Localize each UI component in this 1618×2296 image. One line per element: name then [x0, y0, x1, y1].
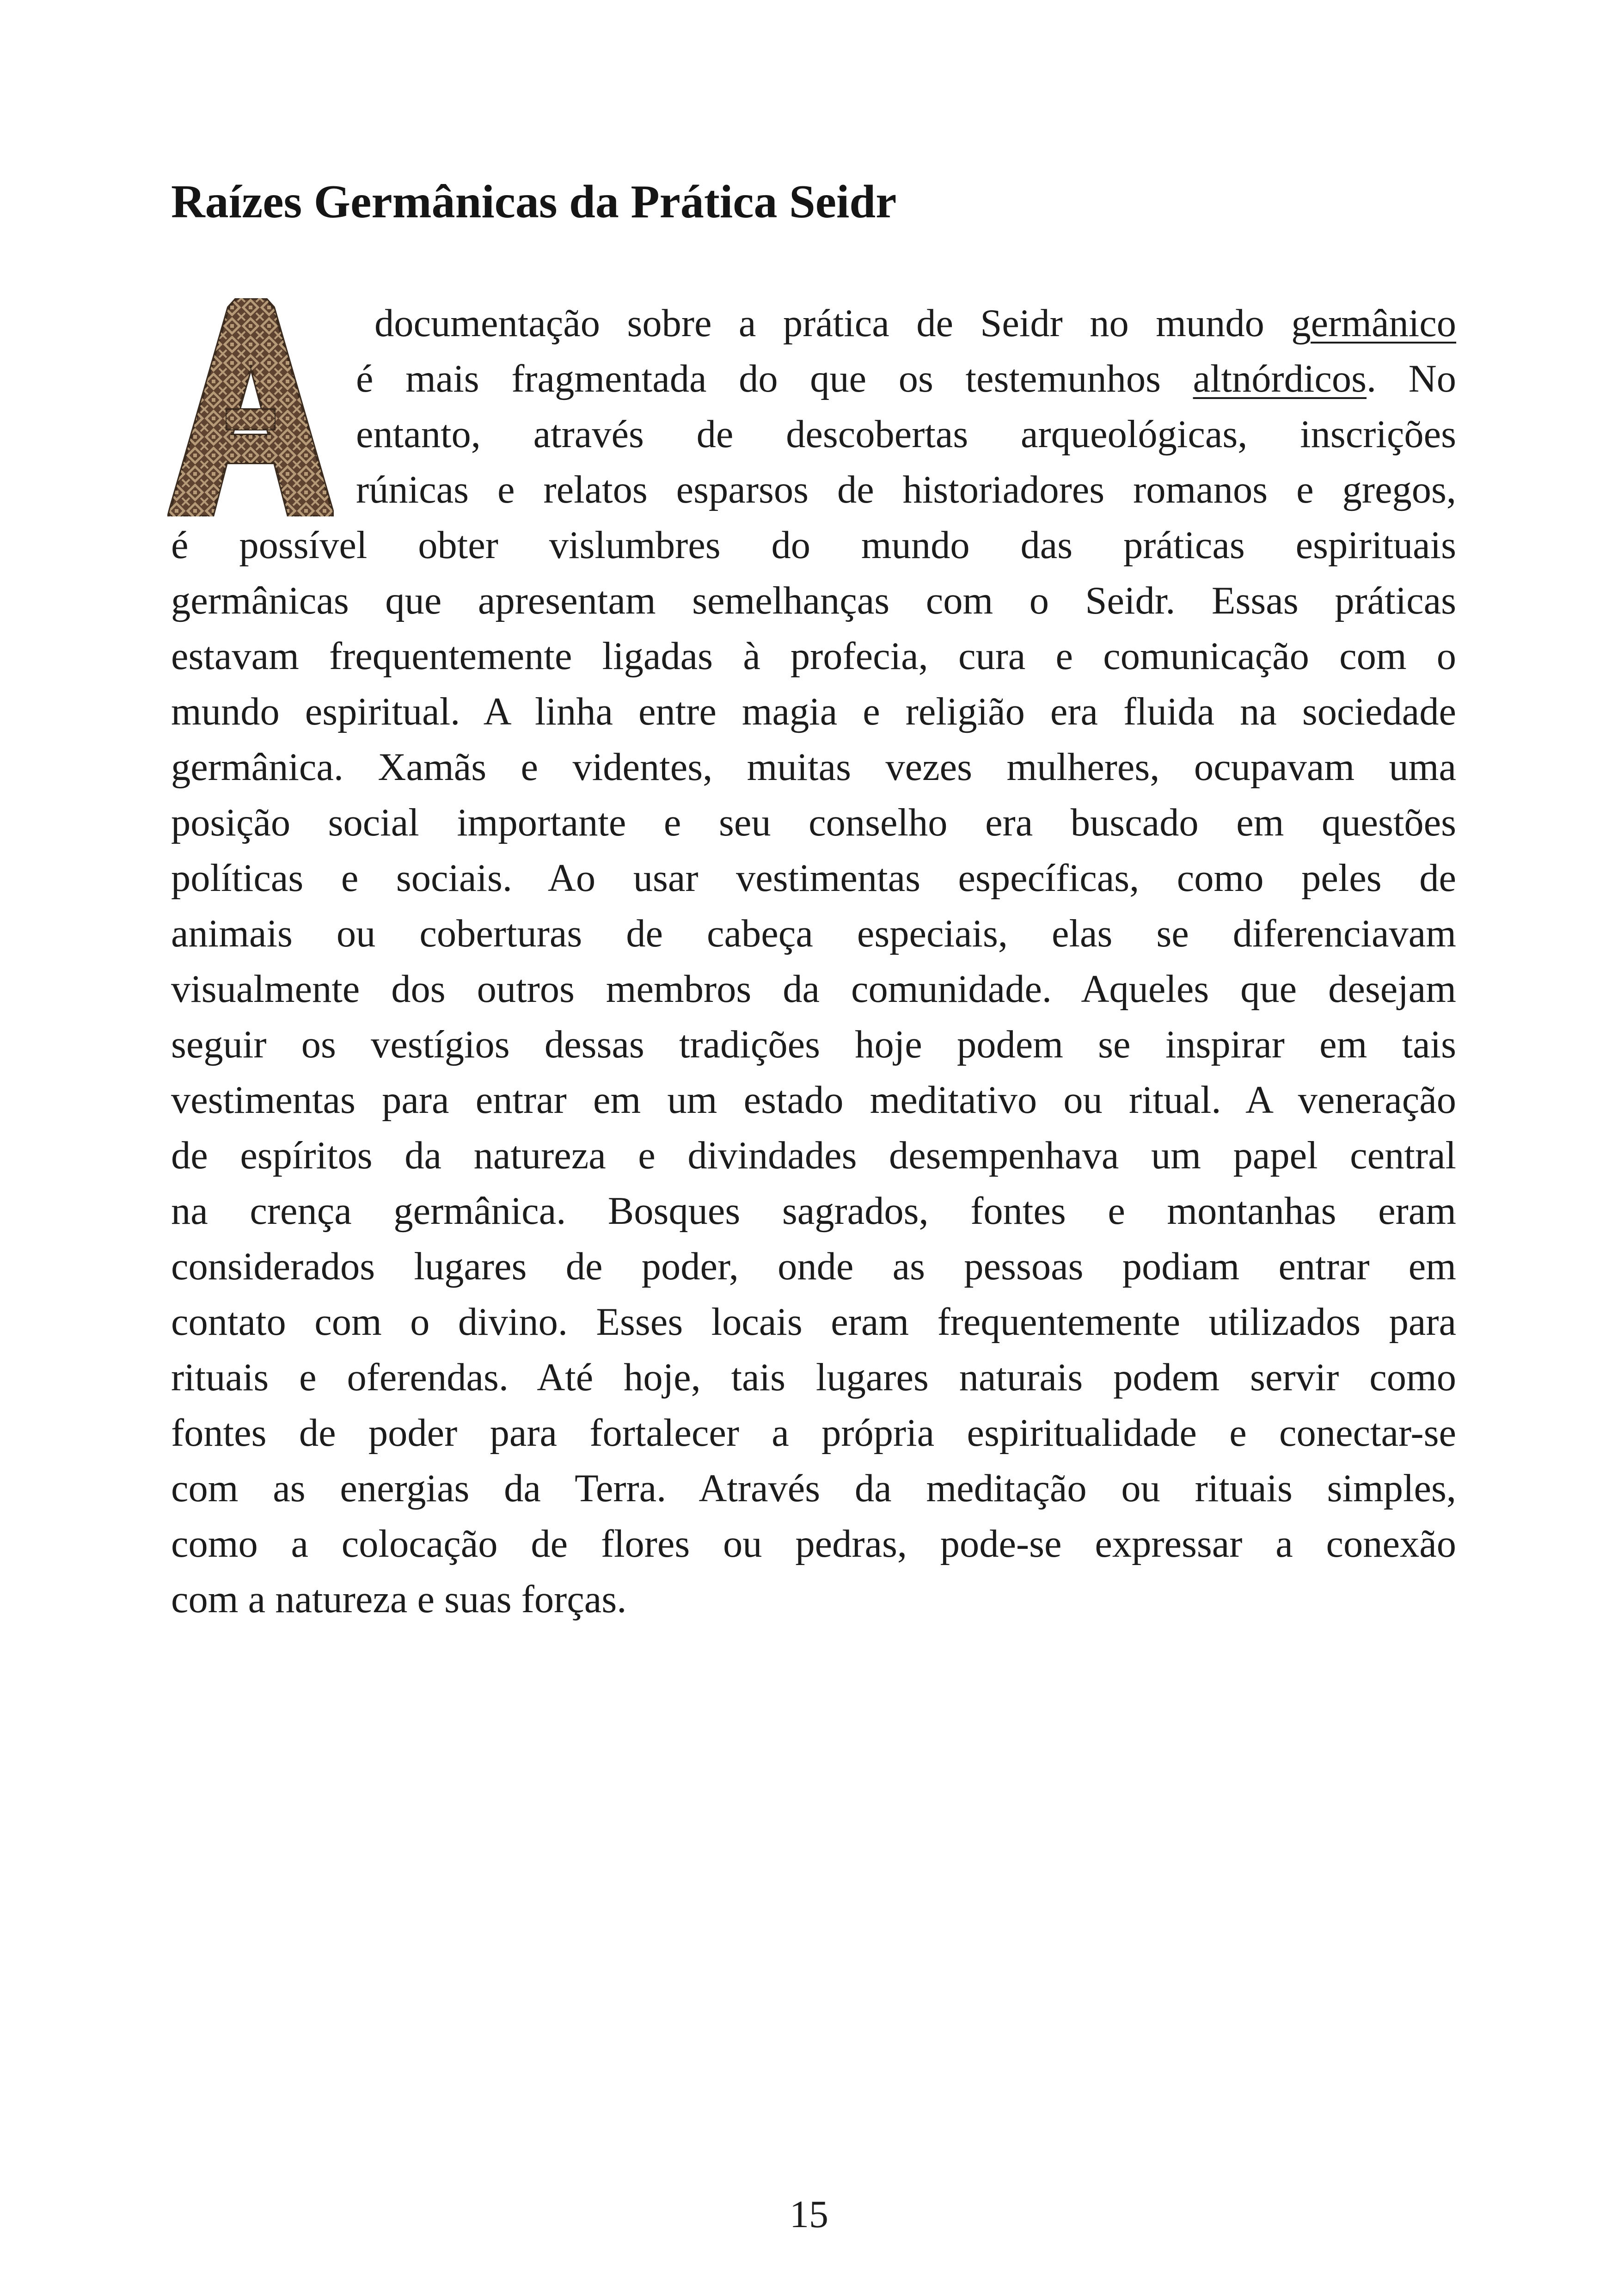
text-line: na crença germânica. Bosques sagrados, fontes e montanhas eram	[171, 1190, 1456, 1233]
text-line: germânicas que apresentam semelhanças com o Seidr. Essas práticas	[171, 579, 1456, 622]
page-number: 15	[790, 2193, 828, 2236]
text-line: seguir os vestígios dessas tradições hoje podem se inspirar em tais	[171, 1023, 1456, 1066]
text-line: entanto, através de descobertas arqueológicas, inscrições	[356, 413, 1456, 456]
text-line: considerados lugares de poder, onde as pessoas podiam entrar em	[171, 1245, 1456, 1288]
text-line: fontes de poder para fortalecer a própria espiritualidade e conectar-se	[171, 1412, 1456, 1455]
decorated-initial-a	[167, 298, 334, 516]
text-line: políticas e sociais. Ao usar vestimentas específicas, como peles de	[171, 857, 1456, 900]
text-line: rúnicas e relatos esparsos de historiadores romanos e gregos,	[356, 468, 1456, 511]
text-line: estavam frequentemente ligadas à profecia, cura e comunicação com o	[171, 635, 1456, 678]
text-line: posição social importante e seu conselho era buscado em questões	[171, 801, 1456, 844]
text-line: contato com o divino. Esses locais eram frequentemente utilizados para	[171, 1301, 1456, 1344]
text-line: com as energias da Terra. Através da meditação ou rituais simples,	[171, 1467, 1456, 1510]
text-line: como a colocação de flores ou pedras, pode-se expressar a conexão	[171, 1522, 1456, 1565]
page-title: Raízes Germânicas da Prática Seidr	[171, 176, 897, 228]
text-line: com a natureza e suas forças.	[171, 1578, 627, 1621]
text-line: é possível obter vislumbres do mundo das práticas espirituais	[171, 524, 1456, 567]
link-germanico[interactable]: germânico	[1291, 302, 1456, 345]
text-line: é mais fragmentada do que os testemunhos altnórdicos. No	[356, 357, 1456, 400]
text-line: documentação sobre a prática de Seidr no mundo germânico	[374, 302, 1456, 345]
text-line: vestimentas para entrar em um estado meditativo ou ritual. A veneração	[171, 1079, 1456, 1122]
text-line: germânica. Xamãs e videntes, muitas vezes mulheres, ocupavam uma	[171, 746, 1456, 789]
text-line: animais ou coberturas de cabeça especiais, elas se diferenciavam	[171, 912, 1456, 955]
text-line: mundo espiritual. A linha entre magia e religião era fluida na sociedade	[171, 690, 1456, 733]
text-line: visualmente dos outros membros da comunidade. Aqueles que desejam	[171, 968, 1456, 1011]
link-altnordicos[interactable]: altnórdicos	[1193, 357, 1367, 400]
text-line: de espíritos da natureza e divindades desempenhava um papel central	[171, 1134, 1456, 1177]
text-line: rituais e oferendas. Até hoje, tais lugares naturais podem servir como	[171, 1356, 1456, 1399]
